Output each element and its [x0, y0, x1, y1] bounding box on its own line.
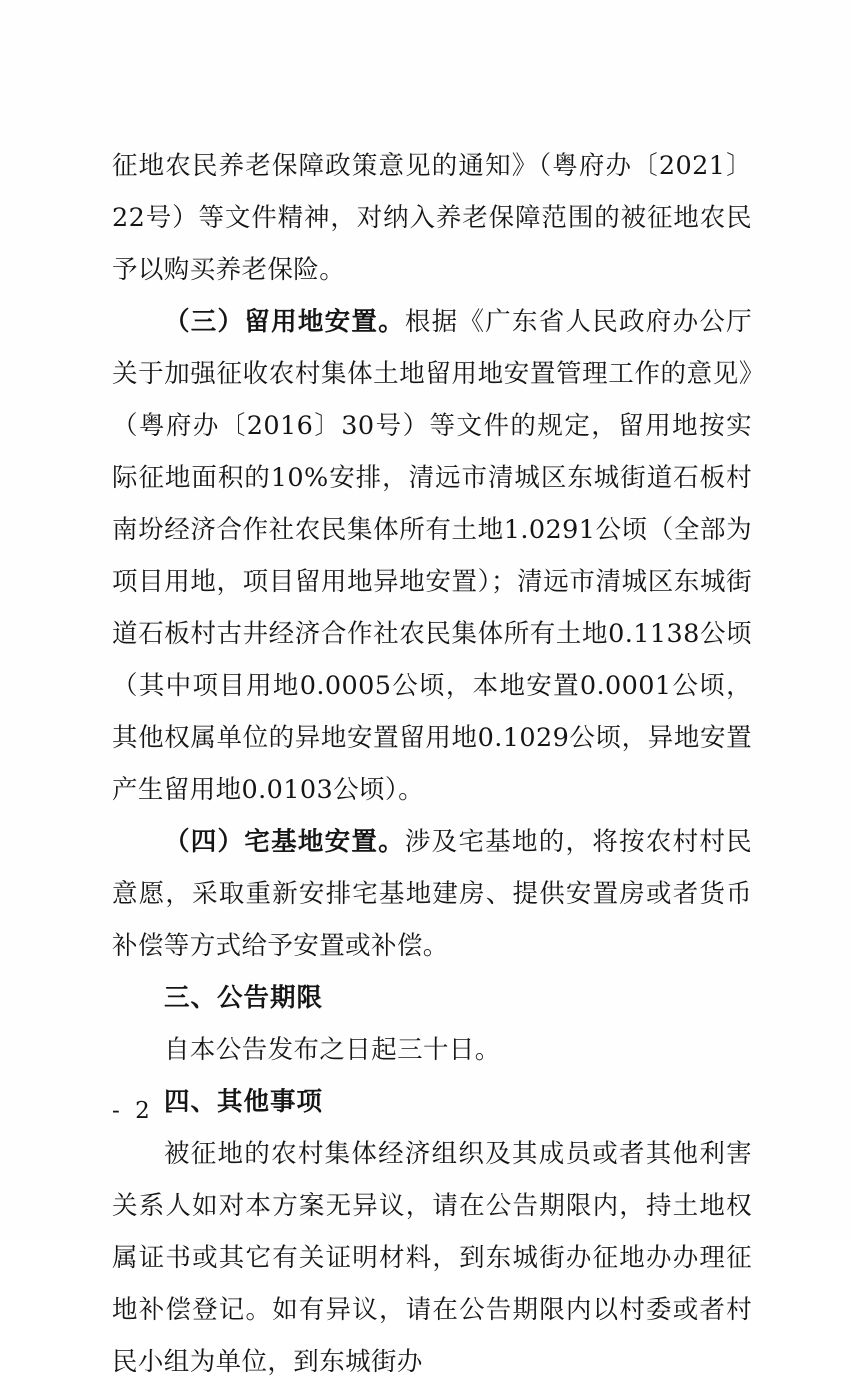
paragraph-lead-three: （三）留用地安置。 — [164, 307, 405, 337]
paragraph-announcement-period: 自本公告发布之日起三十日。 — [164, 1035, 501, 1065]
paragraph-land-reserve — [112, 296, 752, 816]
paragraph-continuation: 征地农民养老保障政策意见的通知》（粤府办〔2021〕22号）等文件精神，对纳入养老保障范围的被征地农民予以购买养老保险。 — [112, 151, 752, 285]
paragraph-homestead — [112, 816, 752, 972]
paragraph-other-matters: 被征地的农村集体经济组织及其成员或者其他利害关系人如对本方案无异议，请在公告期限内，持土地权属证书或其它有关证明材料，到东城街办征地办办理征地补偿登记。如有异议，请在公告期限内以村委或者村民小组为单位，到东城街办 — [112, 1139, 752, 1377]
paragraph-lead-four: （四）宅基地安置。 — [164, 827, 405, 857]
heading-other-matters: 四、其他事项 — [164, 1087, 324, 1117]
heading-announcement-period: 三、公告期限 — [164, 983, 324, 1013]
document-body — [112, 140, 752, 1388]
page-number: - 2 - — [112, 1098, 177, 1124]
paragraph-homestead-text: 涉及宅基地的，将按农村村民意愿，采取重新安排宅基地建房、提供安置房或者货币补偿等方式给予安置或补偿。 — [112, 827, 752, 961]
paragraph-land-reserve-text: 根据《广东省人民政府办公厅关于加强征收农村集体土地留用地安置管理工作的意见》（粤府办〔2016〕30号）等文件的规定，留用地按实际征地面积的10%安排，清远市清城区东城街道石板村南坋经济合作社农民集体所有土地1.0291公顷（全部为项目用地，项目留用地异地安置）；清远市清城区东城街道石板村古井经济合作社农民集体所有土地0.1138公顷（其中项目用地0.0005公顷，本地安置0.0001公顷，其他权属单位的异地安置留用地0.1029公顷，异地安置产生留用地0.0103公顷）。 — [112, 307, 752, 805]
